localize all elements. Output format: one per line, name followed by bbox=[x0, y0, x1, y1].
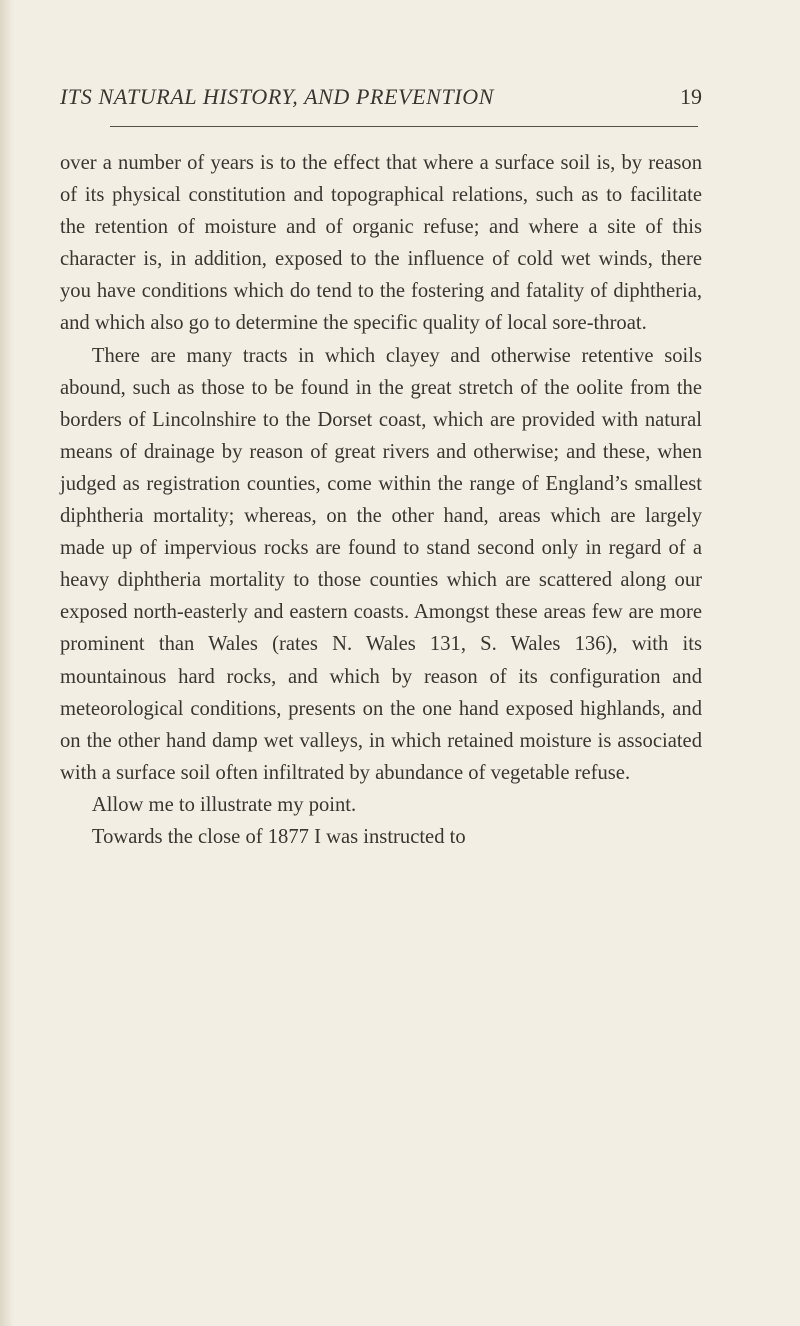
paragraph-towards-close: Towards the close of 1877 I was instructed to bbox=[91, 825, 466, 848]
running-head: ITS NATURAL HISTORY, AND PREVENTION bbox=[60, 84, 494, 109]
paragraph-retentive-soils: There are many tracts in which clayey and otherwise retentive soils abound, such as those to be found in the great stretch of the oolite from the borders of Lincolnshire to the Dorset coast, which are provided with natural means of drainage by reason of great rivers and otherwise; and these, when judged as registration counties, come within the range of England’s smallest diphtheria mortality; whereas, on the other hand, areas which are largely made up of impervious rocks are found to stand second only in regard of a heavy diphtheria mortality to those counties which are scattered along our exposed north-easterly and eastern coasts. Amongst these areas few are more prominent than Wales (rates N. Wales 131, S. Wales 136), with its mountainous hard rocks, and which by reason of its configuration and meteorological conditions, presents on the one hand exposed highlands, and on the other hand damp wet valleys, in which retained moisture is associated with a surface soil often infiltrated by abundance of vegetable refuse. bbox=[60, 344, 702, 784]
paragraph-illustrate: Allow me to illustrate my point. bbox=[91, 793, 357, 816]
header-rule bbox=[110, 126, 698, 127]
paragraph-continuation: over a number of years is to the effect that where a surface soil is, by reason of its physical constitution and topographical relations, such as to facilitate the retention of moisture and of organic refuse; and where a site of this character is, in addition, exposed to the influence of cold wet winds, there you have conditions which do tend to the fostering and fatality of diphtheria, and which also go to determine the specific quality of local sore-throat. bbox=[60, 152, 702, 335]
page-header bbox=[60, 84, 702, 114]
page-edge-shadow bbox=[0, 0, 14, 1326]
page-number: 19 bbox=[680, 84, 702, 109]
body-text bbox=[60, 147, 702, 853]
